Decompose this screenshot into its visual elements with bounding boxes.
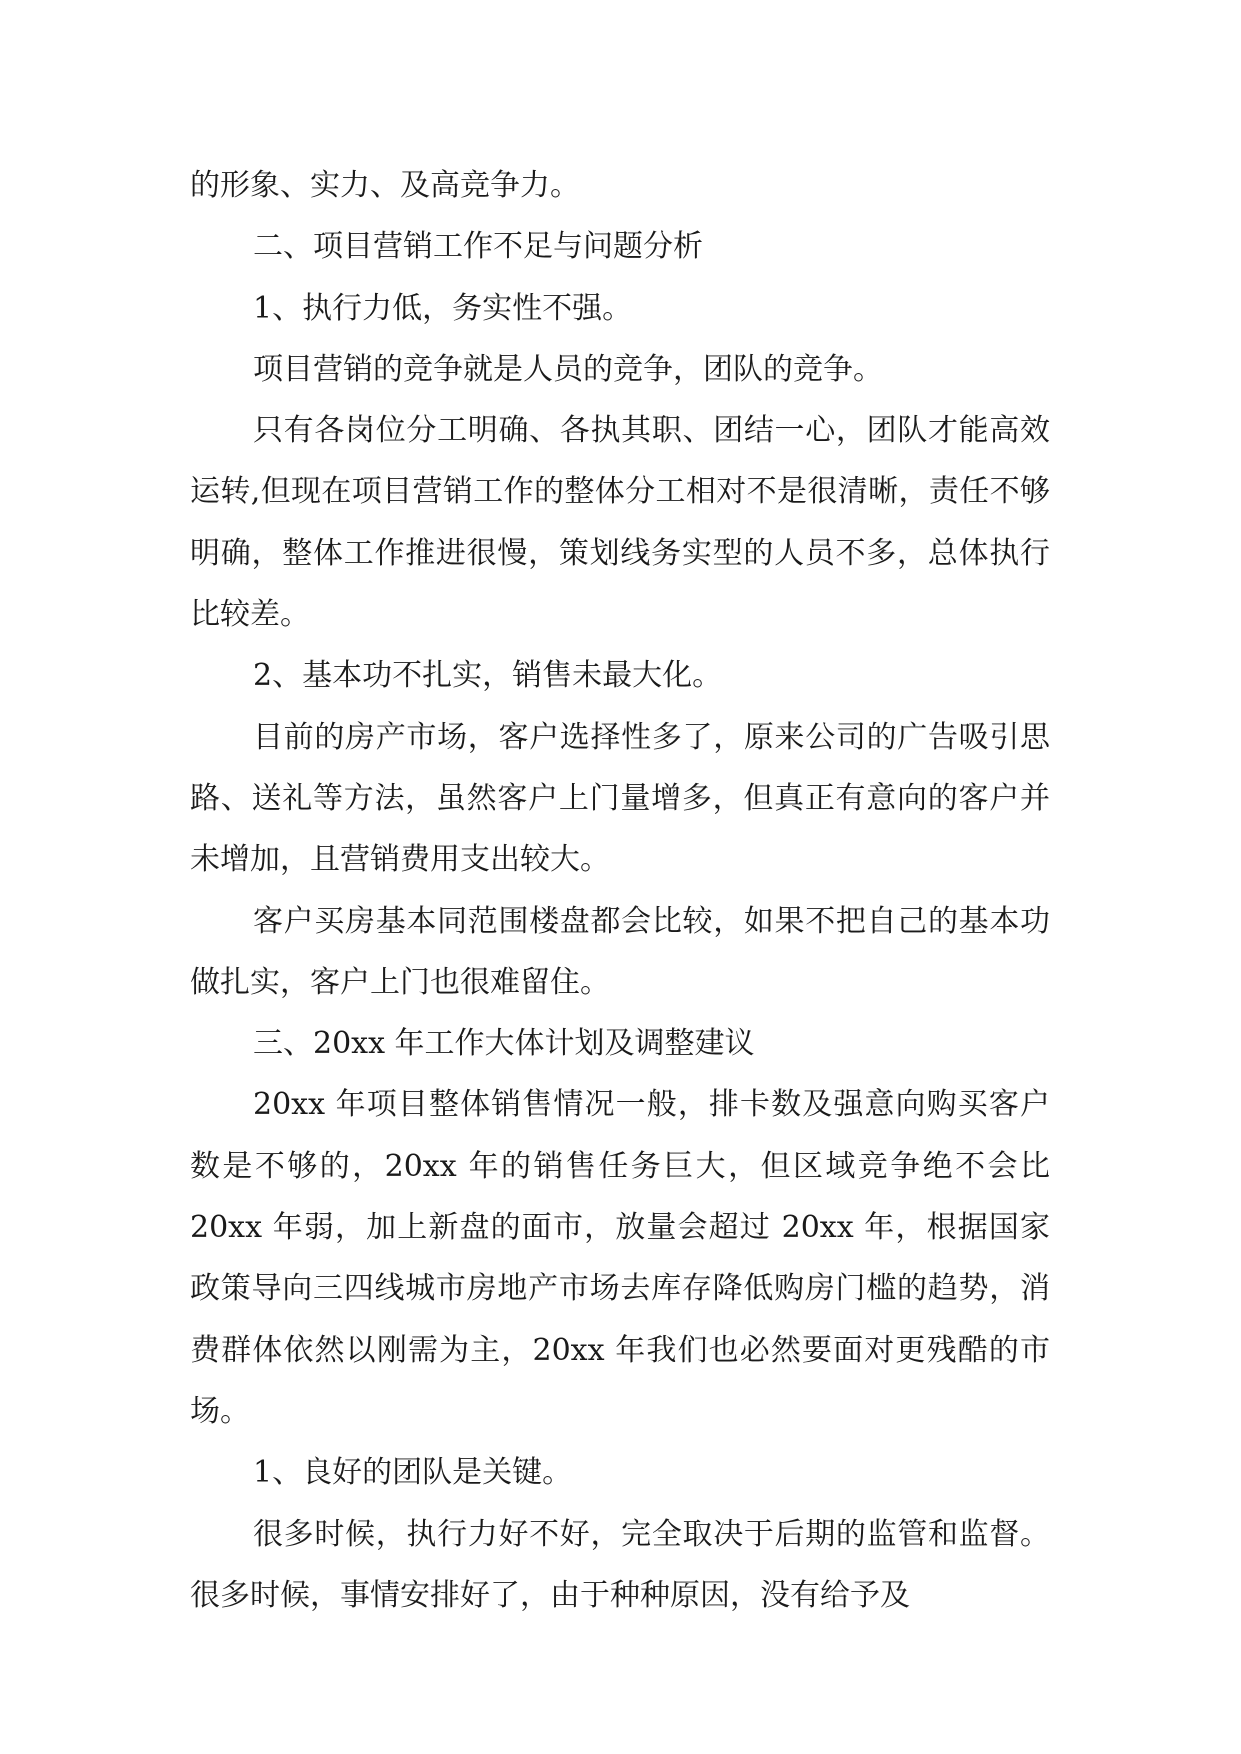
paragraph: 20xx 年项目整体销售情况一般，排卡数及强意向购买客户数是不够的，20xx 年的销售任务巨大，但区域竞争绝不会比 20xx 年弱，加上新盘的面市，放量会超过 20xx 年，根据国家政策导向三四线城市房地产市场去库存降低购房门槛的趋势，消费群体依然以刚需为主，20xx 年我们也必然要面对更残酷的市场。 [190, 1087, 1050, 1429]
subheading-3-1: 1、良好的团队是关键。 [253, 1455, 573, 1491]
document-body [190, 155, 1050, 1626]
section-heading-2: 二、项目营销工作不足与问题分析 [253, 229, 703, 265]
paragraph: 目前的房产市场，客户选择性多了，原来公司的广告吸引思路、送礼等方法，虽然客户上门量增多，但真正有意向的客户并未增加，且营销费用支出较大。 [190, 719, 1050, 878]
section-heading-3: 三、20xx 年工作大体计划及调整建议 [253, 1026, 755, 1062]
paragraph-continuation: 的形象、实力、及高竞争力。 [190, 168, 580, 203]
subheading-2-1: 1、执行力低，务实性不强。 [253, 290, 633, 326]
paragraph: 很多时候，执行力好不好，完全取决于后期的监管和监督。很多时候，事情安排好了，由于种种原因，没有给予及 [190, 1516, 1050, 1613]
paragraph: 客户买房基本同范围楼盘都会比较，如果不把自己的基本功做扎实，客户上门也很难留住。 [190, 903, 1050, 1000]
paragraph: 项目营销的竞争就是人员的竞争，团队的竞争。 [253, 351, 883, 387]
paragraph: 只有各岗位分工明确、各执其职、团结一心，团队才能高效运转,但现在项目营销工作的整体分工相对不是很清晰，责任不够明确，整体工作推进很慢，策划线务实型的人员不多，总体执行比较差。 [190, 413, 1050, 633]
subheading-2-2: 2、基本功不扎实，销售未最大化。 [253, 658, 723, 694]
